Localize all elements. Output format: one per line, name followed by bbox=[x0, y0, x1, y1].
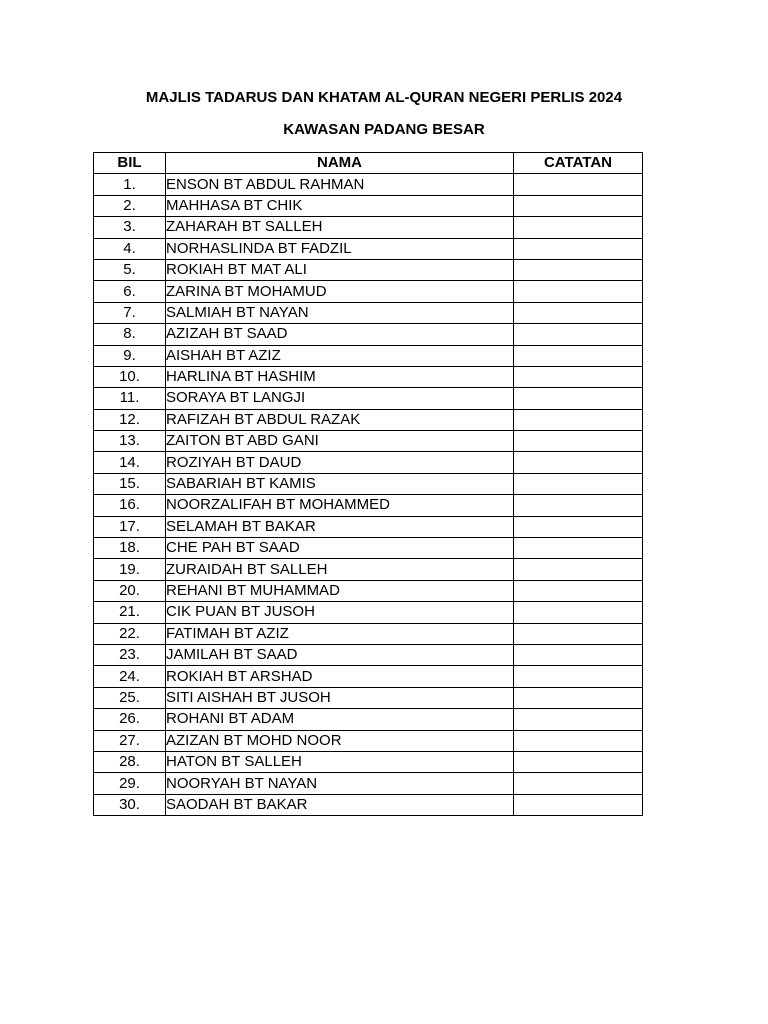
table-row bbox=[94, 259, 643, 280]
notes-cell bbox=[514, 452, 643, 473]
notes-cell bbox=[514, 730, 643, 751]
notes-cell bbox=[514, 388, 643, 409]
row-number: 21. bbox=[94, 602, 166, 623]
table-row bbox=[94, 324, 643, 345]
document-subtitle: KAWASAN PADANG BESAR bbox=[283, 121, 485, 138]
notes-cell bbox=[514, 366, 643, 387]
participant-name: RAFIZAH BT ABDUL RAZAK bbox=[166, 409, 514, 430]
participant-name: HATON BT SALLEH bbox=[166, 751, 514, 772]
table-row bbox=[94, 751, 643, 772]
participant-name: AZIZAN BT MOHD NOOR bbox=[166, 730, 514, 751]
row-number: 3. bbox=[94, 217, 166, 238]
row-number: 11. bbox=[94, 388, 166, 409]
row-number: 27. bbox=[94, 730, 166, 751]
participant-name: FATIMAH BT AZIZ bbox=[166, 623, 514, 644]
table-row bbox=[94, 388, 643, 409]
participant-name: REHANI BT MUHAMMAD bbox=[166, 580, 514, 601]
notes-cell bbox=[514, 794, 643, 815]
row-number: 10. bbox=[94, 366, 166, 387]
row-number: 9. bbox=[94, 345, 166, 366]
notes-cell bbox=[514, 409, 643, 430]
notes-cell bbox=[514, 174, 643, 195]
notes-cell bbox=[514, 538, 643, 559]
row-number: 17. bbox=[94, 516, 166, 537]
table-row bbox=[94, 281, 643, 302]
document-title: MAJLIS TADARUS DAN KHATAM AL-QURAN NEGERI PERLIS 2024 bbox=[145, 89, 623, 106]
notes-cell bbox=[514, 238, 643, 259]
table-row bbox=[94, 773, 643, 794]
row-number: 18. bbox=[94, 538, 166, 559]
participant-name: ROZIYAH BT DAUD bbox=[166, 452, 514, 473]
participant-name: NORHASLINDA BT FADZIL bbox=[166, 238, 514, 259]
table-row bbox=[94, 559, 643, 580]
row-number: 25. bbox=[94, 687, 166, 708]
table-row bbox=[94, 217, 643, 238]
participant-name: ENSON BT ABDUL RAHMAN bbox=[166, 174, 514, 195]
table-row bbox=[94, 644, 643, 665]
row-number: 6. bbox=[94, 281, 166, 302]
row-number: 22. bbox=[94, 623, 166, 644]
notes-cell bbox=[514, 709, 643, 730]
notes-cell bbox=[514, 473, 643, 494]
table-row bbox=[94, 709, 643, 730]
row-number: 2. bbox=[94, 195, 166, 216]
table-row bbox=[94, 687, 643, 708]
header-catatan: CATATAN bbox=[514, 153, 643, 174]
notes-cell bbox=[514, 345, 643, 366]
table-row bbox=[94, 473, 643, 494]
row-number: 16. bbox=[94, 495, 166, 516]
participant-name: ROKIAH BT MAT ALI bbox=[166, 259, 514, 280]
participant-name: ROKIAH BT ARSHAD bbox=[166, 666, 514, 687]
table-row bbox=[94, 730, 643, 751]
header-bil: BIL bbox=[94, 153, 166, 174]
notes-cell bbox=[514, 602, 643, 623]
table-row bbox=[94, 794, 643, 815]
participant-name: SAODAH BT BAKAR bbox=[166, 794, 514, 815]
notes-cell bbox=[514, 495, 643, 516]
participant-name: JAMILAH BT SAAD bbox=[166, 644, 514, 665]
row-number: 14. bbox=[94, 452, 166, 473]
notes-cell bbox=[514, 431, 643, 452]
notes-cell bbox=[514, 580, 643, 601]
notes-cell bbox=[514, 217, 643, 238]
table-header-row bbox=[94, 153, 643, 174]
row-number: 13. bbox=[94, 431, 166, 452]
row-number: 28. bbox=[94, 751, 166, 772]
table-row bbox=[94, 452, 643, 473]
table-row bbox=[94, 174, 643, 195]
participant-name: ZAITON BT ABD GANI bbox=[166, 431, 514, 452]
notes-cell bbox=[514, 195, 643, 216]
row-number: 7. bbox=[94, 302, 166, 323]
row-number: 30. bbox=[94, 794, 166, 815]
notes-cell bbox=[514, 559, 643, 580]
participant-name: CHE PAH BT SAAD bbox=[166, 538, 514, 559]
participant-name: ROHANI BT ADAM bbox=[166, 709, 514, 730]
participant-name: ZURAIDAH BT SALLEH bbox=[166, 559, 514, 580]
table-row bbox=[94, 409, 643, 430]
notes-cell bbox=[514, 281, 643, 302]
notes-cell bbox=[514, 644, 643, 665]
table-row bbox=[94, 538, 643, 559]
table-row bbox=[94, 345, 643, 366]
participant-name: NOORZALIFAH BT MOHAMMED bbox=[166, 495, 514, 516]
participant-name: ZAHARAH BT SALLEH bbox=[166, 217, 514, 238]
participant-name: SABARIAH BT KAMIS bbox=[166, 473, 514, 494]
table-row bbox=[94, 580, 643, 601]
table-row bbox=[94, 495, 643, 516]
table-row bbox=[94, 302, 643, 323]
table-body bbox=[94, 174, 643, 816]
notes-cell bbox=[514, 666, 643, 687]
row-number: 29. bbox=[94, 773, 166, 794]
participant-name: SITI AISHAH BT JUSOH bbox=[166, 687, 514, 708]
row-number: 8. bbox=[94, 324, 166, 345]
participant-name: SELAMAH BT BAKAR bbox=[166, 516, 514, 537]
table-row bbox=[94, 195, 643, 216]
notes-cell bbox=[514, 302, 643, 323]
participant-name: ZARINA BT MOHAMUD bbox=[166, 281, 514, 302]
row-number: 15. bbox=[94, 473, 166, 494]
participant-name: SORAYA BT LANGJI bbox=[166, 388, 514, 409]
participant-table bbox=[93, 152, 643, 816]
notes-cell bbox=[514, 324, 643, 345]
table-row bbox=[94, 666, 643, 687]
row-number: 20. bbox=[94, 580, 166, 601]
table-row bbox=[94, 623, 643, 644]
notes-cell bbox=[514, 516, 643, 537]
participant-name: AZIZAH BT SAAD bbox=[166, 324, 514, 345]
notes-cell bbox=[514, 751, 643, 772]
row-number: 5. bbox=[94, 259, 166, 280]
row-number: 23. bbox=[94, 644, 166, 665]
table-row bbox=[94, 238, 643, 259]
notes-cell bbox=[514, 773, 643, 794]
participant-name: CIK PUAN BT JUSOH bbox=[166, 602, 514, 623]
row-number: 4. bbox=[94, 238, 166, 259]
participant-name: SALMIAH BT NAYAN bbox=[166, 302, 514, 323]
table-row bbox=[94, 602, 643, 623]
header-nama: NAMA bbox=[166, 153, 514, 174]
row-number: 12. bbox=[94, 409, 166, 430]
participant-name: HARLINA BT HASHIM bbox=[166, 366, 514, 387]
row-number: 19. bbox=[94, 559, 166, 580]
table-row bbox=[94, 516, 643, 537]
row-number: 1. bbox=[94, 174, 166, 195]
table-row bbox=[94, 431, 643, 452]
row-number: 26. bbox=[94, 709, 166, 730]
participant-name: NOORYAH BT NAYAN bbox=[166, 773, 514, 794]
table-row bbox=[94, 366, 643, 387]
notes-cell bbox=[514, 687, 643, 708]
participant-name: AISHAH BT AZIZ bbox=[166, 345, 514, 366]
notes-cell bbox=[514, 623, 643, 644]
row-number: 24. bbox=[94, 666, 166, 687]
participant-name: MAHHASA BT CHIK bbox=[166, 195, 514, 216]
notes-cell bbox=[514, 259, 643, 280]
